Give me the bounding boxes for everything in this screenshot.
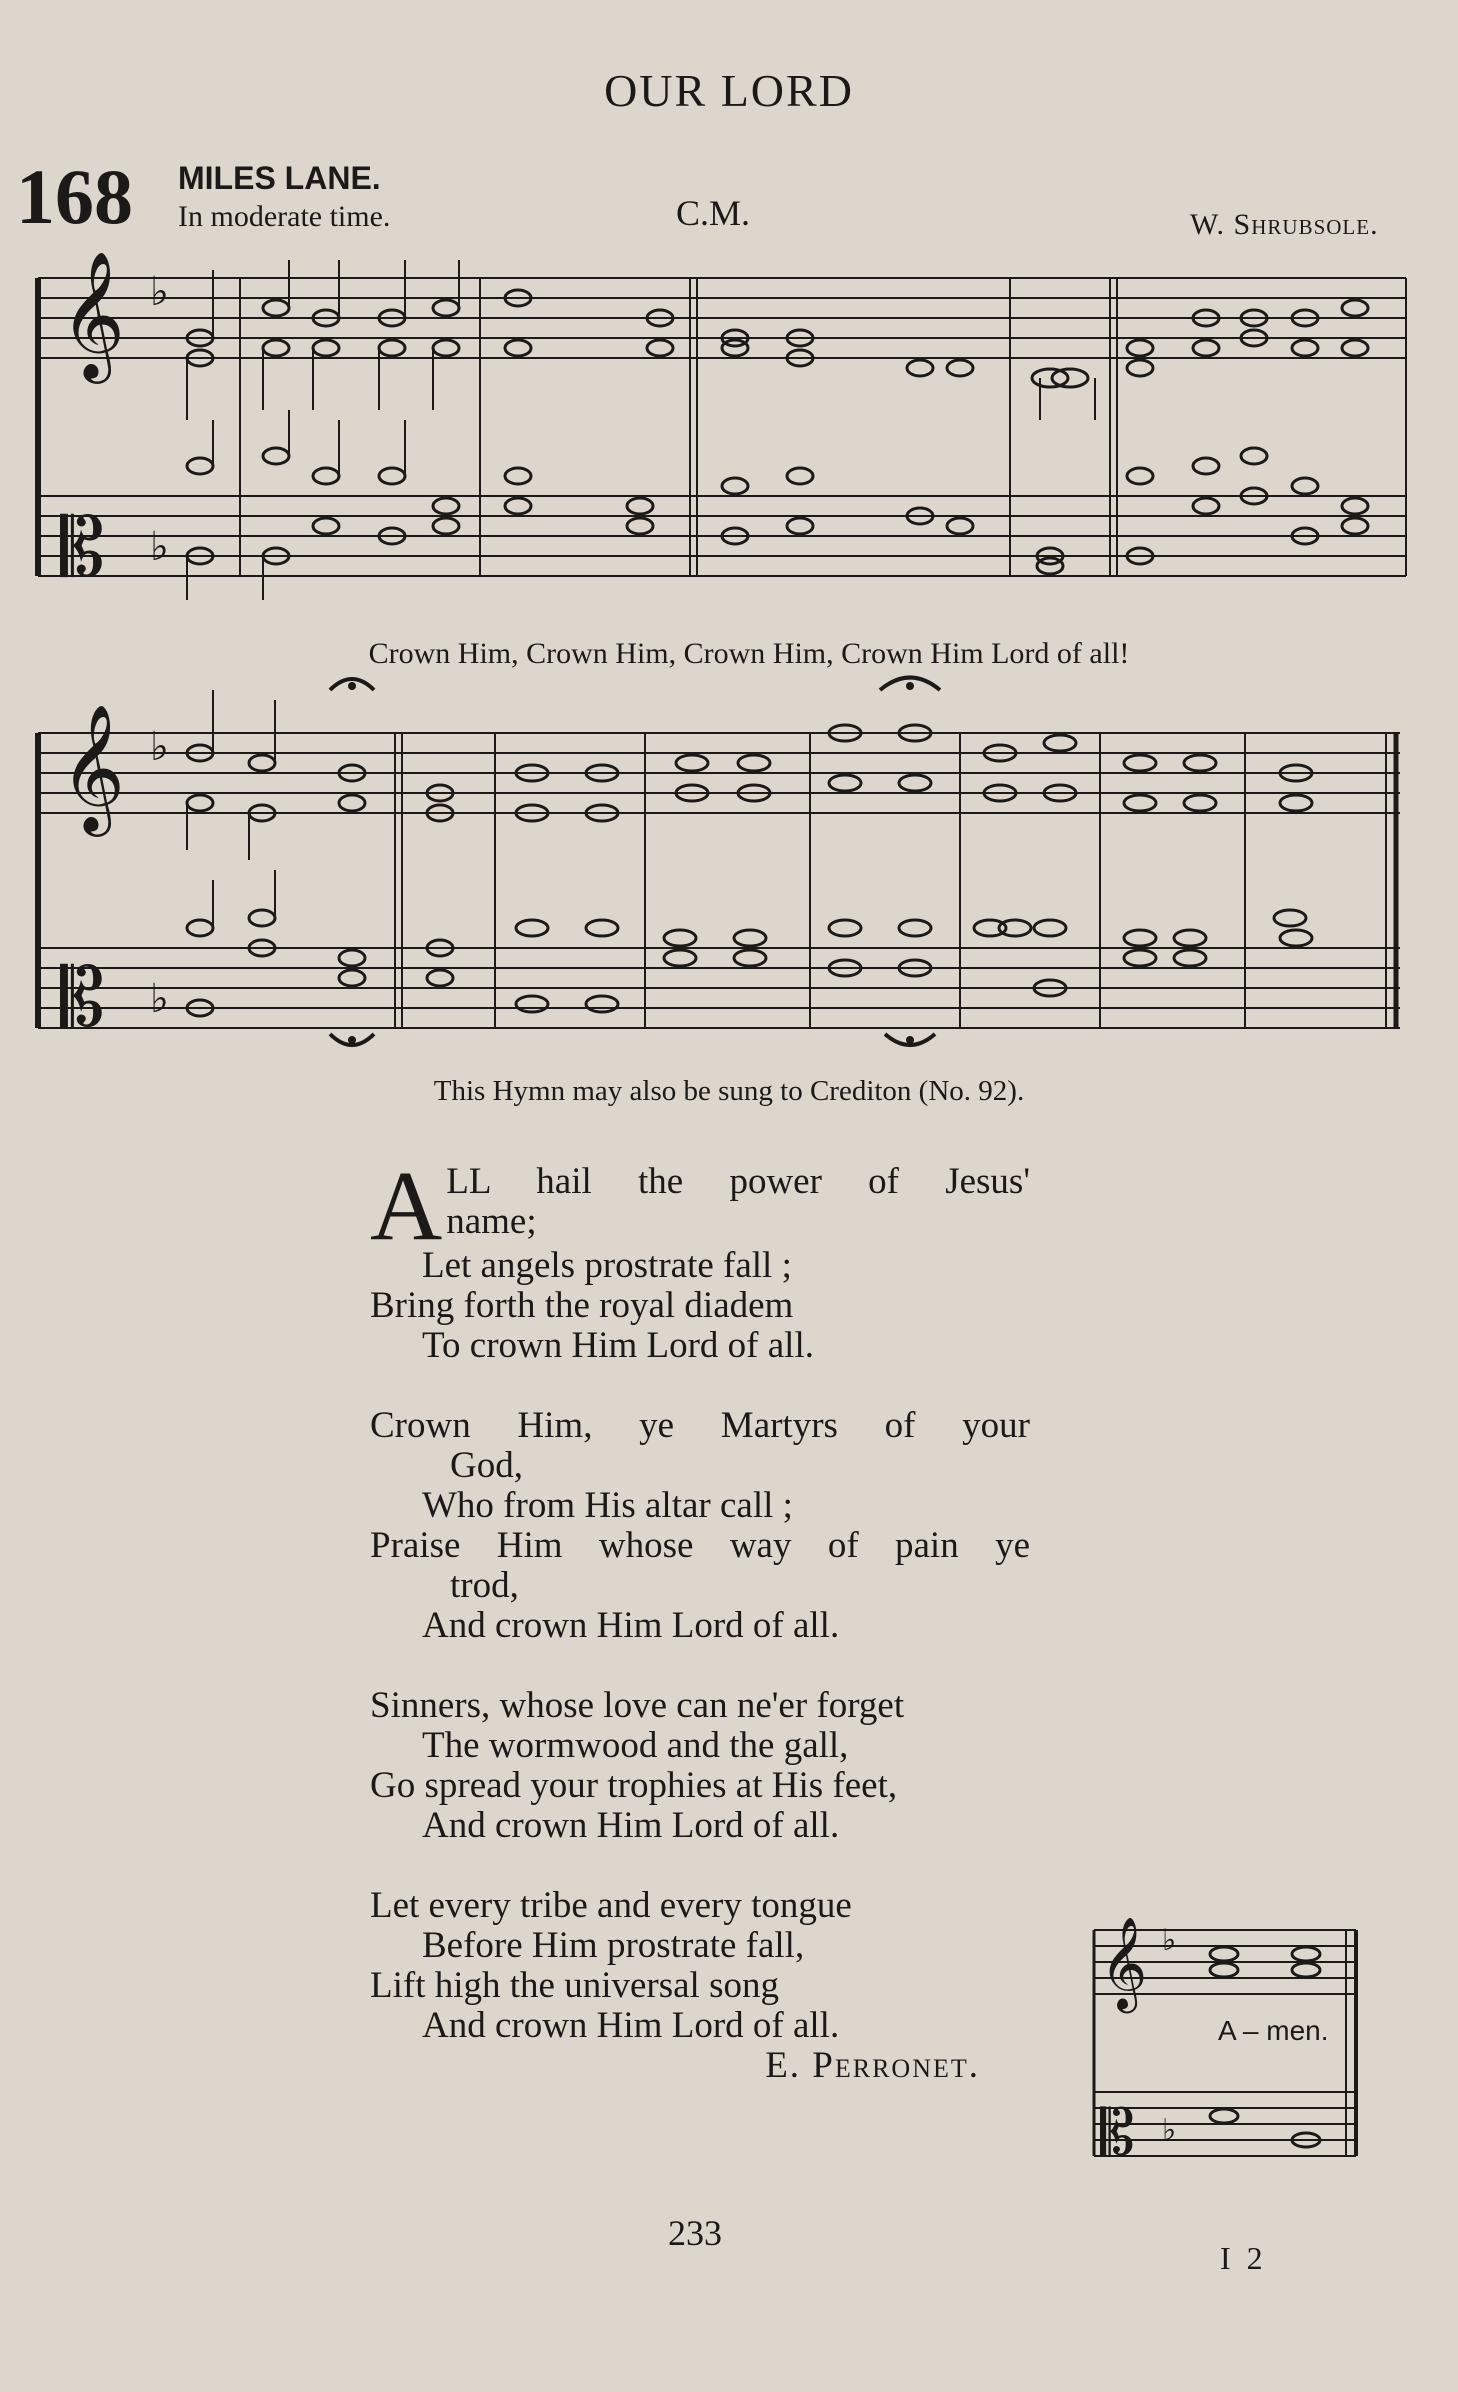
meter: C.M. — [676, 193, 751, 233]
svg-text:𝄡: 𝄡 — [60, 951, 105, 1044]
hymn-number: 168 — [16, 153, 133, 240]
verse-1 — [370, 1150, 1030, 1366]
verse-2 — [370, 1406, 1030, 1646]
page-number: 233 — [668, 2213, 722, 2253]
verse-4-line-2: Before Him prostrate fall, — [422, 1925, 805, 1966]
svg-text:♭: ♭ — [1162, 1923, 1177, 1958]
alto-clef-icon: 𝄡 — [60, 501, 105, 594]
verse-2-line-2: God, — [450, 1445, 523, 1486]
verse-1-line-4: Bring forth the royal diadem — [370, 1285, 794, 1326]
tempo-marking: In moderate time. — [178, 200, 391, 233]
treble-clef-icon: 𝄞 — [60, 250, 126, 378]
composer: W. Shrubsole. — [1190, 208, 1379, 241]
refrain-text: Crown Him, Crown Him, Crown Him, Crown Him Lord of all! — [368, 637, 1130, 670]
verse-1-line-5: To crown Him Lord of all. — [422, 1325, 814, 1366]
signature-mark: I 2 — [1220, 2240, 1267, 2276]
tune-name: MILES LANE. — [178, 160, 381, 196]
system-1-notes — [187, 290, 1368, 574]
verse-2-line-3: Who from His altar call ; — [422, 1485, 793, 1526]
svg-text:𝄞: 𝄞 — [60, 703, 126, 831]
system-2-treble-staff — [38, 733, 1400, 813]
verse-4-line-4: And crown Him Lord of all. — [422, 2005, 840, 2046]
verse-4 — [370, 1886, 1030, 2046]
svg-text:𝄞: 𝄞 — [1100, 1916, 1148, 2009]
verse-2-line-5: trod, — [450, 1565, 519, 1606]
svg-text:♭: ♭ — [150, 976, 169, 1022]
amen-label: A – men. — [1218, 2015, 1329, 2046]
svg-text:♭: ♭ — [150, 724, 169, 770]
verse-2-line-4: Praise Him whose way of pain ye — [370, 1525, 1030, 1566]
alternate-tune-note: This Hymn may also be sung to Crediton (No. 92). — [433, 1075, 1025, 1107]
verse-2-line-1: Crown Him, ye Martyrs of your — [370, 1405, 1030, 1446]
verse-1-line-1: LL hail the power of Jesus' — [446, 1161, 1030, 1202]
verse-3-line-1: Sinners, whose love can ne'er forget — [370, 1685, 905, 1726]
verse-1-line-3: Let angels prostrate fall ; — [422, 1245, 792, 1286]
svg-text:𝄡: 𝄡 — [1100, 2096, 1135, 2169]
verse-3-line-2: The wormwood and the gall, — [422, 1725, 849, 1766]
verse-4-line-1: Let every tribe and every tongue — [370, 1885, 852, 1926]
svg-text:♭: ♭ — [1162, 2113, 1177, 2148]
verse-4-line-3: Lift high the universal song — [370, 1965, 779, 2006]
section-heading: OUR LORD — [604, 65, 854, 116]
system-2-alto-staff — [38, 948, 1400, 1028]
verse-3 — [370, 1686, 1030, 1846]
verse-3-line-3: Go spread your trophies at His feet, — [370, 1765, 898, 1806]
drop-cap: A — [370, 1150, 443, 1261]
author-attribution: E. Perronet. — [765, 2045, 980, 2086]
verse-1-line-2: name; — [446, 1201, 537, 1242]
verse-3-line-4: And crown Him Lord of all. — [422, 1805, 840, 1846]
hymn-verses — [370, 1150, 1030, 2086]
svg-text:♭: ♭ — [150, 524, 169, 570]
svg-text:♭: ♭ — [150, 269, 169, 315]
verse-line — [370, 1162, 1030, 1202]
verse-2-line-6: And crown Him Lord of all. — [422, 1605, 840, 1646]
